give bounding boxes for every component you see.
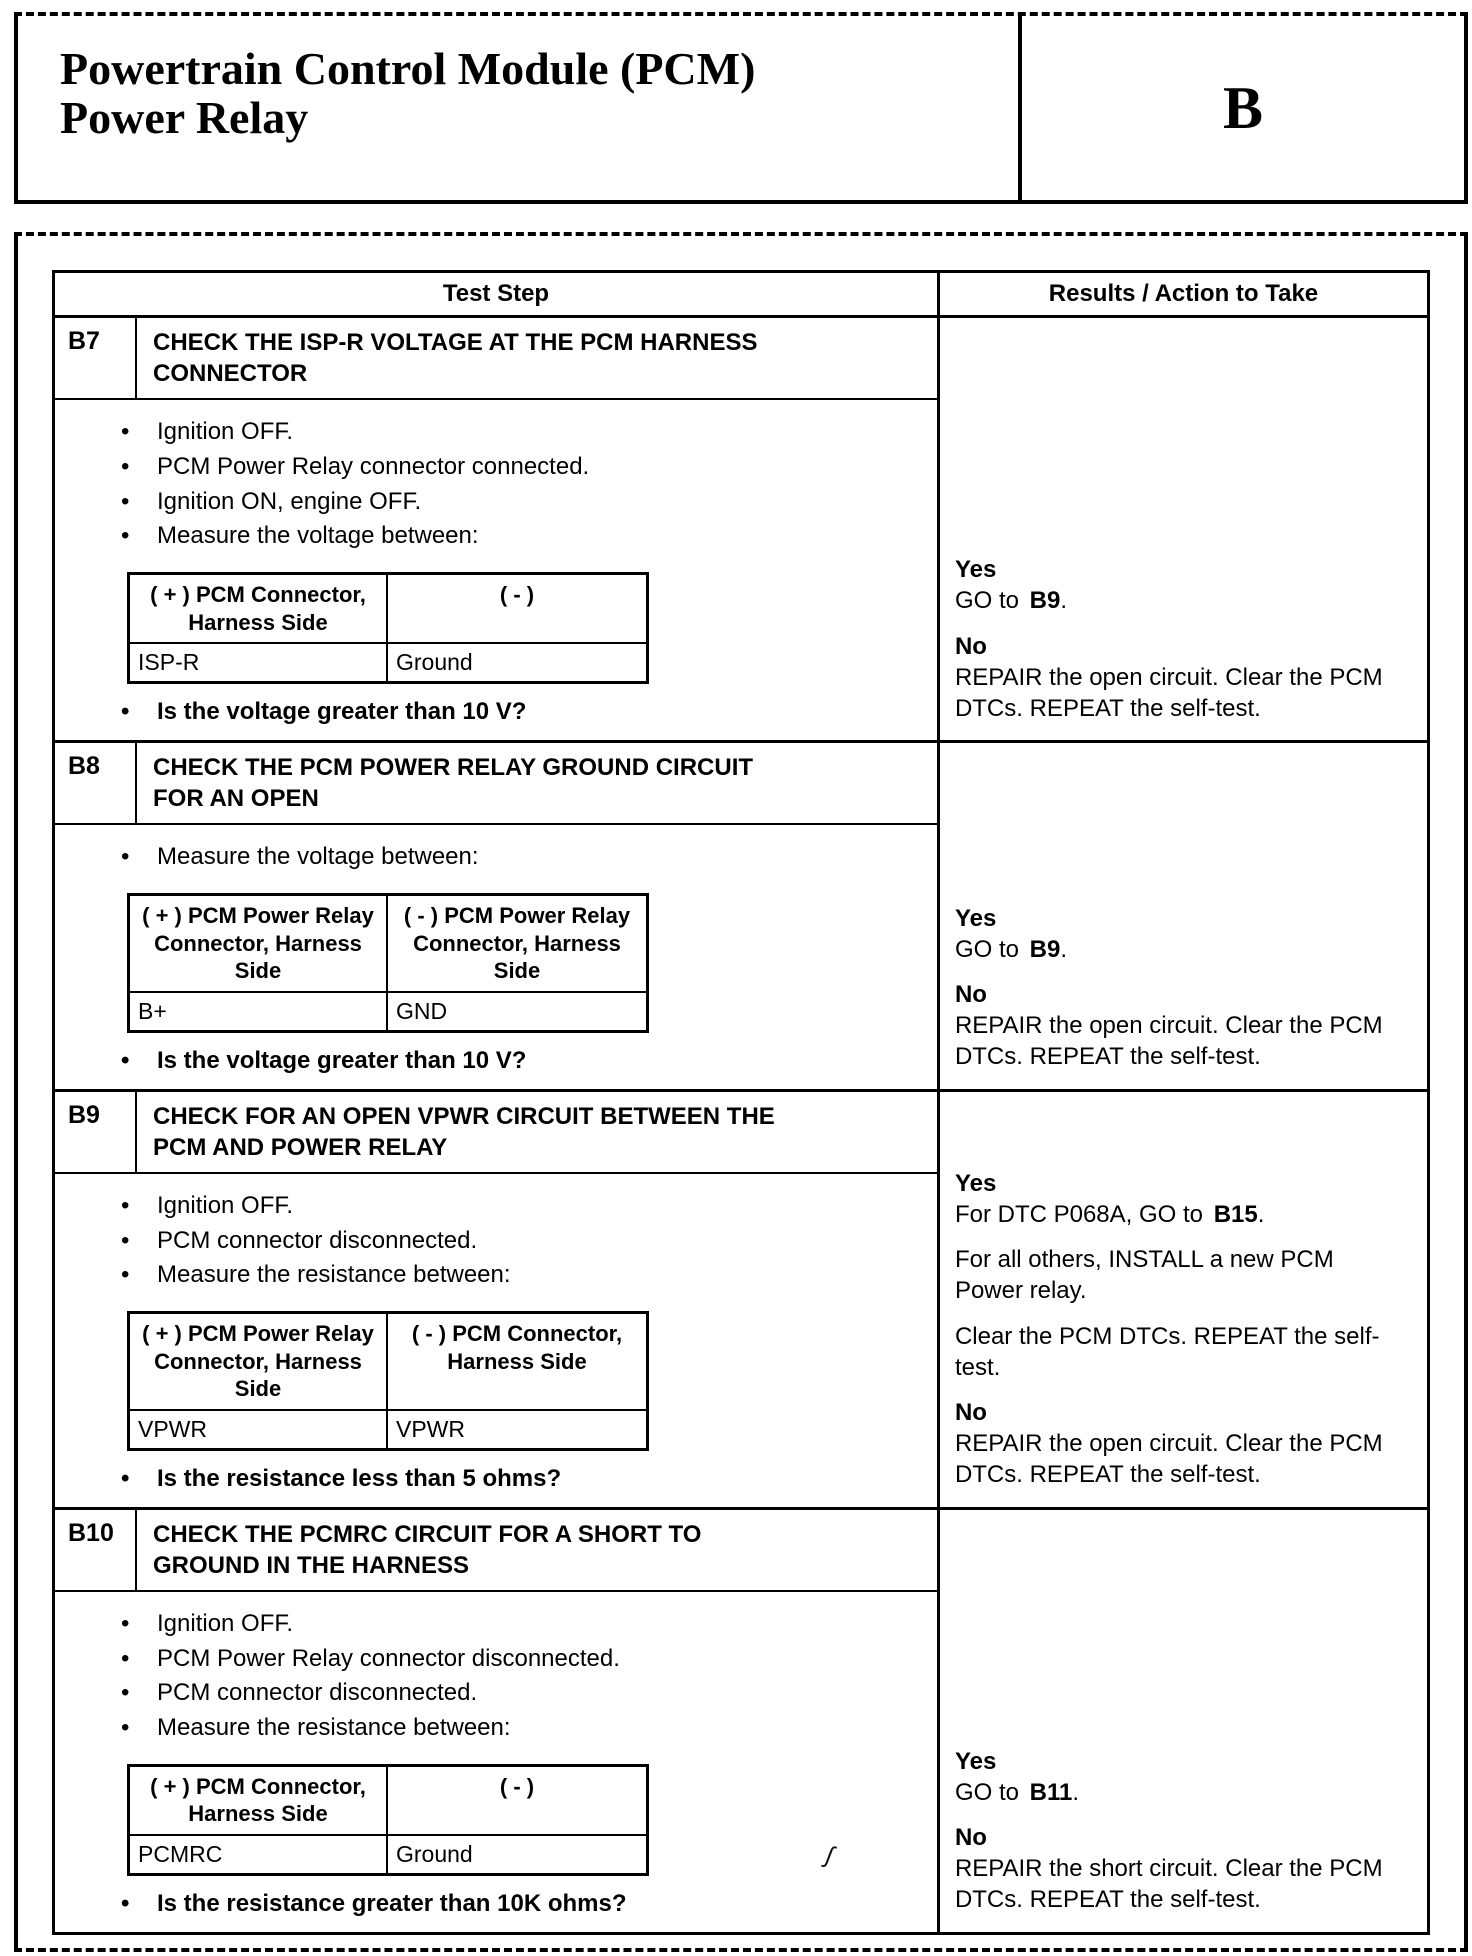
bullet-item: • PCM Power Relay connector disconnected. <box>79 1643 913 1675</box>
negative-lead-header: ( - ) PCM Power Relay Connector, Harness Side <box>403 903 631 984</box>
step-instructions <box>79 1608 913 1744</box>
measurement-table-values <box>130 993 646 1030</box>
test-step-cell <box>55 743 940 1089</box>
result-line: Clear the PCM DTCs. REPEAT the self-test. <box>954 1322 1380 1381</box>
bullet-item: • PCM connector disconnected. <box>79 1225 913 1257</box>
bullet-item: • Ignition OFF. <box>79 1190 913 1222</box>
step-head <box>55 743 937 825</box>
result-line: REPAIR the open circuit. Clear the PCM DTCs. REPEAT the self-test. <box>954 1012 1383 1071</box>
yes-label: Yes <box>954 556 997 584</box>
step-head <box>55 1510 937 1592</box>
column-header-results: Results / Action to Take <box>1048 280 1319 307</box>
result-line: GO to B9. <box>954 587 1067 615</box>
test-step-row-b8 <box>55 743 1427 1092</box>
bullet-item: • Ignition OFF. <box>79 416 913 448</box>
positive-lead-value: PCMRC <box>130 1836 388 1873</box>
yes-label: Yes <box>954 1169 997 1197</box>
bullet-item: • Ignition OFF. <box>79 1608 913 1640</box>
step-question: • Is the resistance less than 5 ohms? <box>79 1465 913 1493</box>
step-id: B7 <box>55 318 137 398</box>
step-id: B10 <box>55 1510 137 1590</box>
bullet-item: • Measure the voltage between: <box>79 520 913 552</box>
step-title: CHECK THE PCM POWER RELAY GROUND CIRCUIT FOR AN OPEN <box>153 754 754 813</box>
negative-lead-value: Ground <box>396 1840 473 1867</box>
scan-artifact-mark: ʃ <box>823 1841 836 1870</box>
positive-lead-header: ( + ) PCM Connector, Harness Side <box>130 575 388 642</box>
measurement-table-values <box>130 1411 646 1448</box>
page-title <box>60 44 1008 142</box>
results-cell <box>940 1510 1427 1932</box>
negative-lead-header: ( - ) PCM Connector, Harness Side <box>411 1321 623 1374</box>
negative-lead-value: Ground <box>396 649 473 676</box>
no-label: No <box>954 1398 987 1426</box>
bullet-item: • PCM Power Relay connector connected. <box>79 451 913 483</box>
result-line: REPAIR the open circuit. Clear the PCM DTCs. REPEAT the self-test. <box>954 1430 1383 1489</box>
page-title-line-1: Powertrain Control Module (PCM) <box>60 43 756 94</box>
content-frame <box>14 232 1468 1952</box>
measurement-table <box>127 893 649 1033</box>
yes-label: Yes <box>954 1747 997 1775</box>
negative-lead-header: ( - ) <box>499 1773 535 1799</box>
measurement-table <box>127 1764 649 1876</box>
measurement-table-values <box>130 1836 646 1873</box>
test-step-row-b9 <box>55 1092 1427 1510</box>
step-question: • Is the voltage greater than 10 V? <box>79 1047 913 1075</box>
step-title: CHECK FOR AN OPEN VPWR CIRCUIT BETWEEN THE PCM AND POWER RELAY <box>153 1102 775 1161</box>
step-body <box>55 1174 937 1507</box>
positive-lead-value: VPWR <box>130 1411 388 1448</box>
step-instructions <box>79 416 913 552</box>
step-question: • Is the voltage greater than 10 V? <box>79 698 913 726</box>
step-body <box>55 1592 937 1932</box>
step-id: B8 <box>55 743 137 823</box>
pinpoint-test-table <box>52 270 1430 1935</box>
page-title-line-2: Power Relay <box>60 92 309 144</box>
results-cell <box>940 1092 1427 1507</box>
result-line: For DTC P068A, GO to B15. <box>954 1201 1265 1228</box>
no-label: No <box>954 981 987 1009</box>
measurement-table-header <box>130 1314 646 1411</box>
result-line: GO to B9. <box>954 935 1067 963</box>
yes-label: Yes <box>954 904 997 932</box>
bullet-item: • PCM connector disconnected. <box>79 1677 913 1709</box>
step-title: CHECK THE PCMRC CIRCUIT FOR A SHORT TO GROUND IN THE HARNESS <box>153 1520 702 1579</box>
step-title: CHECK THE ISP-R VOLTAGE AT THE PCM HARNESS CONNECTOR <box>153 329 758 388</box>
positive-lead-value: B+ <box>130 993 388 1030</box>
step-body <box>55 825 937 1088</box>
test-step-cell <box>55 1092 940 1507</box>
document-header <box>14 12 1468 204</box>
step-body <box>55 400 937 740</box>
step-question: • Is the resistance greater than 10K ohms? <box>79 1890 913 1918</box>
bullet-item: • Ignition ON, engine OFF. <box>79 486 913 518</box>
step-head <box>55 1092 937 1174</box>
result-line: REPAIR the short circuit. Clear the PCM DTCs. REPEAT the self-test. <box>954 1855 1383 1914</box>
bullet-item: • Measure the resistance between: <box>79 1259 913 1291</box>
positive-lead-value: ISP-R <box>130 644 388 681</box>
negative-lead-value: GND <box>396 997 448 1024</box>
test-step-row-b10 <box>55 1510 1427 1932</box>
results-cell <box>940 318 1427 740</box>
positive-lead-header: ( + ) PCM Power Relay Connector, Harness Side <box>130 896 388 991</box>
measurement-table-header <box>130 896 646 993</box>
test-step-cell <box>55 1510 940 1932</box>
no-label: No <box>954 632 987 660</box>
step-instructions <box>79 1190 913 1291</box>
negative-lead-header: ( - ) <box>499 582 535 608</box>
column-header-test-step: Test Step <box>55 273 940 315</box>
measurement-table <box>127 572 649 684</box>
title-cell <box>18 16 1018 200</box>
measurement-table <box>127 1311 649 1451</box>
step-id: B9 <box>55 1092 137 1172</box>
step-head <box>55 318 937 400</box>
negative-lead-value: VPWR <box>396 1415 465 1442</box>
no-label: No <box>954 1824 987 1851</box>
bullet-item: • Measure the resistance between: <box>79 1712 913 1744</box>
measurement-table-values <box>130 644 646 681</box>
positive-lead-header: ( + ) PCM Power Relay Connector, Harness Side <box>130 1314 388 1409</box>
result-line: REPAIR the open circuit. Clear the PCM DTCs. REPEAT the self-test. <box>954 663 1383 722</box>
result-line: GO to B11. <box>954 1778 1079 1806</box>
measurement-table-header <box>130 575 646 644</box>
test-step-cell <box>55 318 940 740</box>
test-step-row-b7 <box>55 318 1427 743</box>
result-line: For all others, INSTALL a new PCM Power relay. <box>954 1246 1334 1305</box>
section-letter: B <box>1018 16 1464 200</box>
positive-lead-header: ( + ) PCM Connector, Harness Side <box>130 1767 388 1834</box>
results-cell <box>940 743 1427 1089</box>
step-instructions <box>79 841 913 873</box>
measurement-table-header <box>130 1767 646 1836</box>
bullet-item: • Measure the voltage between: <box>79 841 913 873</box>
table-header-row <box>55 273 1427 318</box>
